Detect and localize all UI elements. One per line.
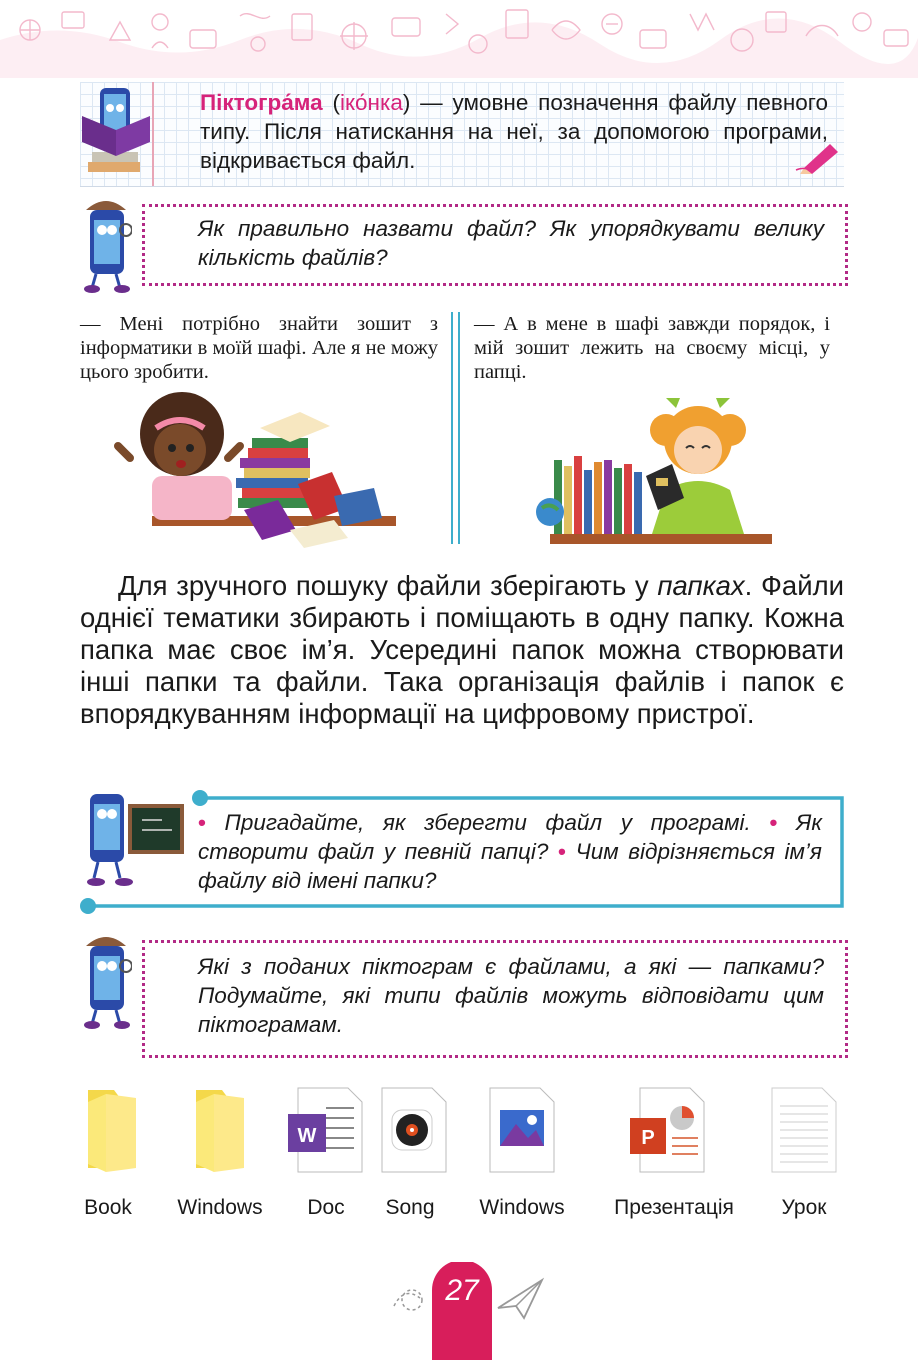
main-paragraph — [80, 570, 844, 730]
powerpoint-icon-glyph: P — [641, 1127, 655, 1149]
icon-label: Windows — [479, 1196, 565, 1219]
icon-label: Doc — [307, 1196, 345, 1219]
music-file-icon[interactable] — [380, 1086, 448, 1174]
icon-label: Song — [385, 1196, 435, 1219]
detective-phone-mascot-icon — [80, 930, 132, 1030]
definition-term-alt: іко́нка — [339, 90, 403, 115]
dialog-divider — [451, 312, 453, 544]
definition-term: Піктогра́ма — [200, 90, 323, 115]
icon-label: Урок — [781, 1196, 827, 1219]
definition-text: Піктогра́ма (іко́нка) — умовне позначення файлу певного типу. Після натискання на неї, за допомогою програми, відкривається файл. — [200, 90, 829, 173]
bullet: • — [558, 839, 566, 864]
question-text: Як правильно назвати файл? Як упорядкувати велику кількість файлів? — [198, 216, 824, 270]
question-text: Які з поданих піктограм є файлами, а які — папками? Подумайте, які типи файлів можуть відповідати цим піктограмам. — [198, 954, 824, 1037]
word-document-icon[interactable] — [286, 1086, 366, 1174]
review-item: Пригадайте, як зберегти файл у програмі. — [224, 810, 751, 835]
powerpoint-file-icon[interactable] — [628, 1086, 708, 1174]
image-file-icon[interactable] — [488, 1086, 556, 1174]
icon-label: Презентація — [614, 1196, 734, 1219]
paragraph-emphasis: папках — [657, 570, 745, 601]
bullet: • — [769, 810, 778, 835]
review-item: Чим відрізняється ім’я файлу від імені папки? — [198, 839, 822, 893]
icon-label: Windows — [177, 1196, 263, 1219]
word-icon-glyph: W — [297, 1125, 317, 1147]
tidy-bookshelf-illustration — [530, 390, 772, 552]
definition-body: — умовне позначення файлу певного типу. Після натискання на неї, за допомогою програми, відкривається файл. — [200, 90, 829, 173]
page-number: 27 — [445, 1274, 479, 1307]
header-doodle-band — [0, 0, 918, 78]
paragraph-rest: . Файли однієї тематики збирають і поміщають в одну папку. Кожна папка має своє ім’я. Усередині папок можна створювати інші папки та файли. Така організація файлів і папок є впорядкуванням інформації на цифровому пристрої. — [80, 570, 844, 729]
teacher-phone-mascot-icon — [84, 790, 184, 894]
messy-books-illustration — [112, 388, 398, 556]
review-text — [198, 808, 822, 895]
folder-icon[interactable] — [84, 1088, 140, 1174]
bullet: • — [198, 810, 206, 835]
reading-phone-mascot-icon — [80, 84, 154, 186]
icon-label: Book — [84, 1196, 132, 1219]
dialog-right-text: — А в мене в шафі завжди порядок, і мій зошит лежить на своєму місці, у папці. — [474, 313, 830, 383]
review-item: Як створити файл у певній папці? — [198, 810, 822, 864]
blank-document-icon[interactable] — [770, 1086, 838, 1174]
dialog-divider — [458, 312, 460, 544]
dialog-left-text: — Мені потрібно знайти зошит з інформатики в моїй шафі. Але я не можу цього зробити. — [80, 313, 438, 383]
folder-icon[interactable] — [192, 1088, 248, 1174]
paragraph-start: Для зручного пошуку файли зберігають у — [118, 570, 658, 601]
pencil-icon — [794, 138, 844, 174]
detective-phone-mascot-icon — [80, 194, 132, 294]
